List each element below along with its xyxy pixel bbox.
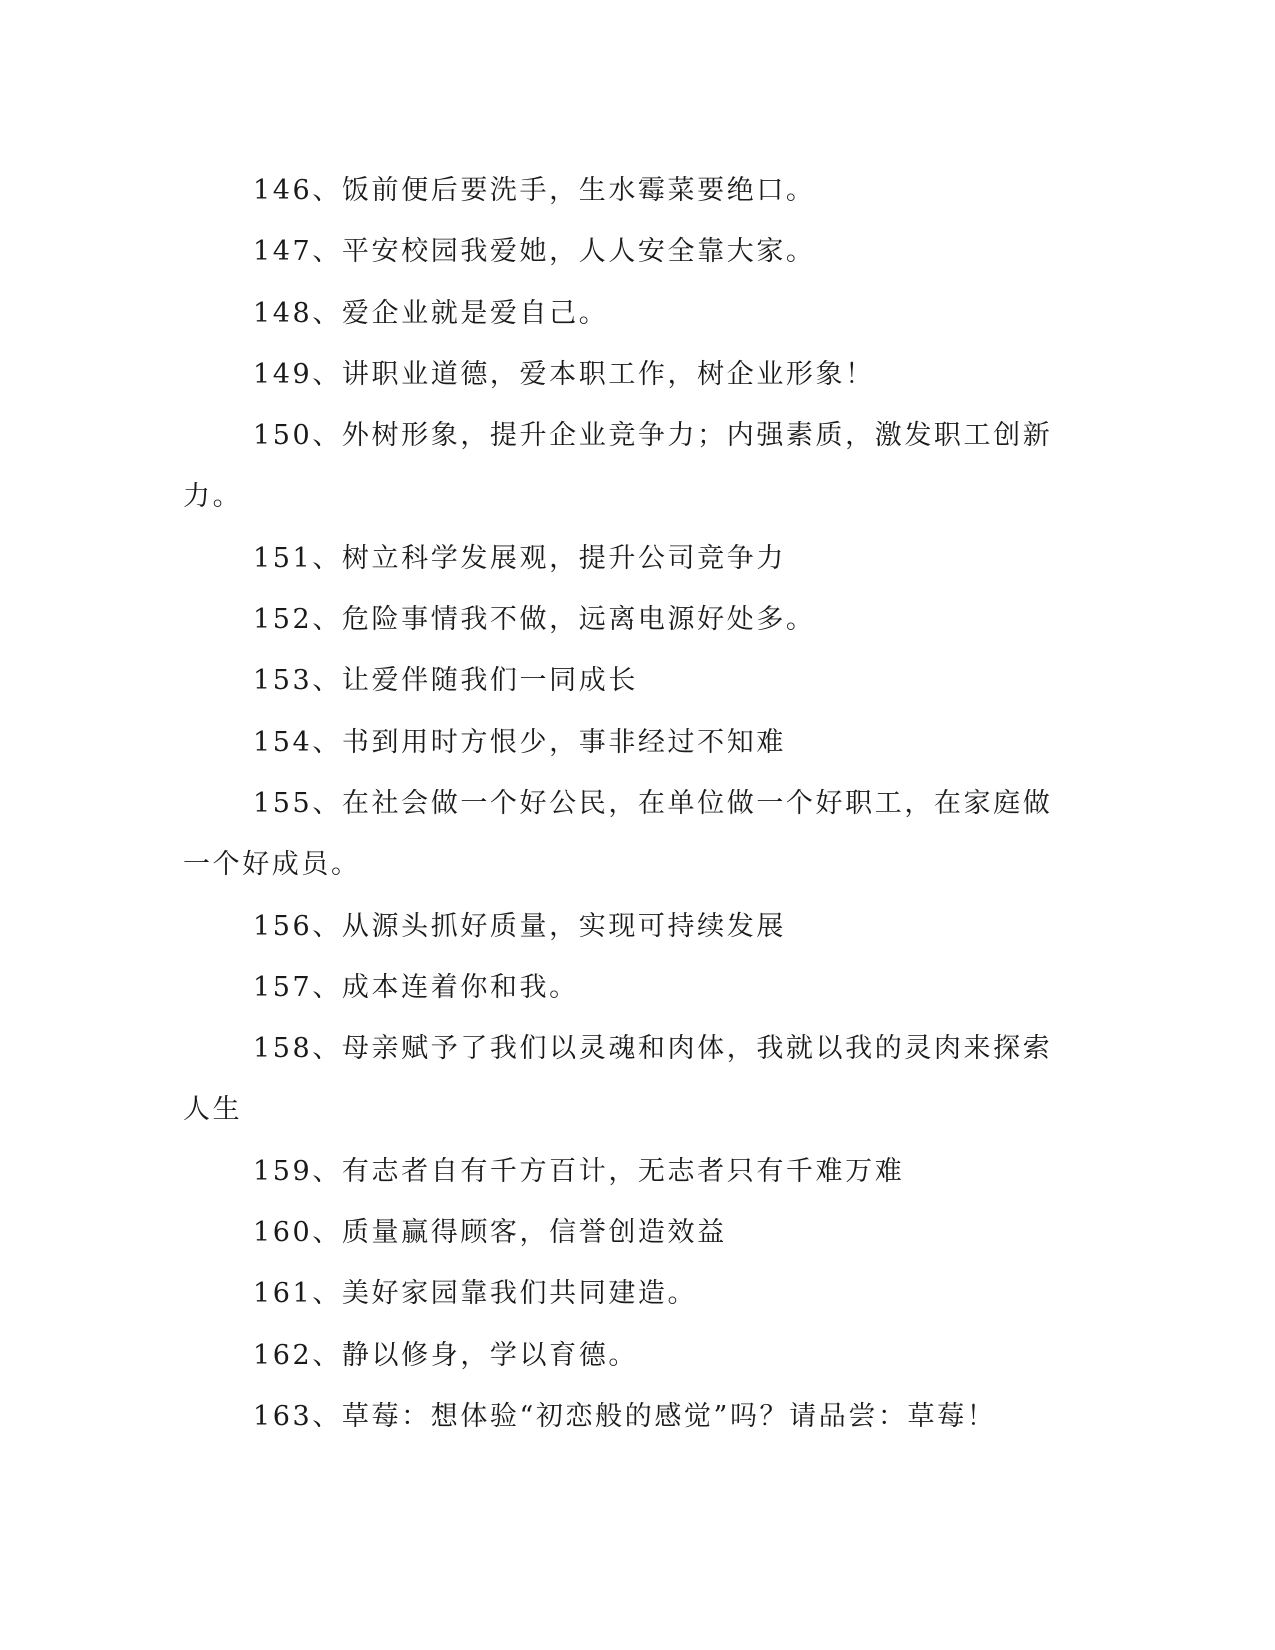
slogan-156: 156、从源头抓好质量，实现可持续发展 — [253, 910, 786, 942]
slogan-160: 160、质量赢得顾客，信誉创造效益 — [253, 1217, 727, 1249]
slogan-163: 163、草莓：想体验“初恋般的感觉”吗？请品尝：草莓！ — [253, 1400, 997, 1432]
slogan-159: 159、有志者自有千方百计，无志者只有千难万难 — [253, 1155, 905, 1187]
slogan-154: 154、书到用时方恨少，事非经过不知难 — [253, 726, 786, 758]
slogan-153: 153、让爱伴随我们一同成长 — [253, 665, 638, 697]
slogan-146: 146、饭前便后要洗手，生水霉菜要绝口。 — [253, 175, 816, 206]
slogan-161: 161、美好家园靠我们共同建造。 — [253, 1278, 698, 1310]
slogan-155: 155、在社会做一个好公民，在单位做一个好职工，在家庭做一个好成员。 — [183, 787, 1053, 881]
slogan-148: 148、爱企业就是爱自己。 — [253, 297, 609, 329]
document-body — [183, 160, 1075, 1447]
slogan-149: 149、讲职业道德，爱本职工作，树企业形象！ — [253, 358, 875, 390]
slogan-152: 152、危险事情我不做，远离电源好处多。 — [253, 604, 816, 636]
slogan-150: 150、外树形象，提升企业竞争力；内强素质，激发职工创新力。 — [183, 420, 1053, 513]
slogan-162: 162、静以修身，学以育德。 — [253, 1339, 638, 1371]
slogan-151: 151、树立科学发展观，提升公司竞争力 — [253, 542, 786, 574]
slogan-147: 147、平安校园我爱她，人人安全靠大家。 — [253, 236, 816, 268]
slogan-158: 158、母亲赋予了我们以灵魂和肉体，我就以我的灵肉来探索人生 — [183, 1033, 1053, 1126]
slogan-157: 157、成本连着你和我。 — [253, 971, 579, 1003]
